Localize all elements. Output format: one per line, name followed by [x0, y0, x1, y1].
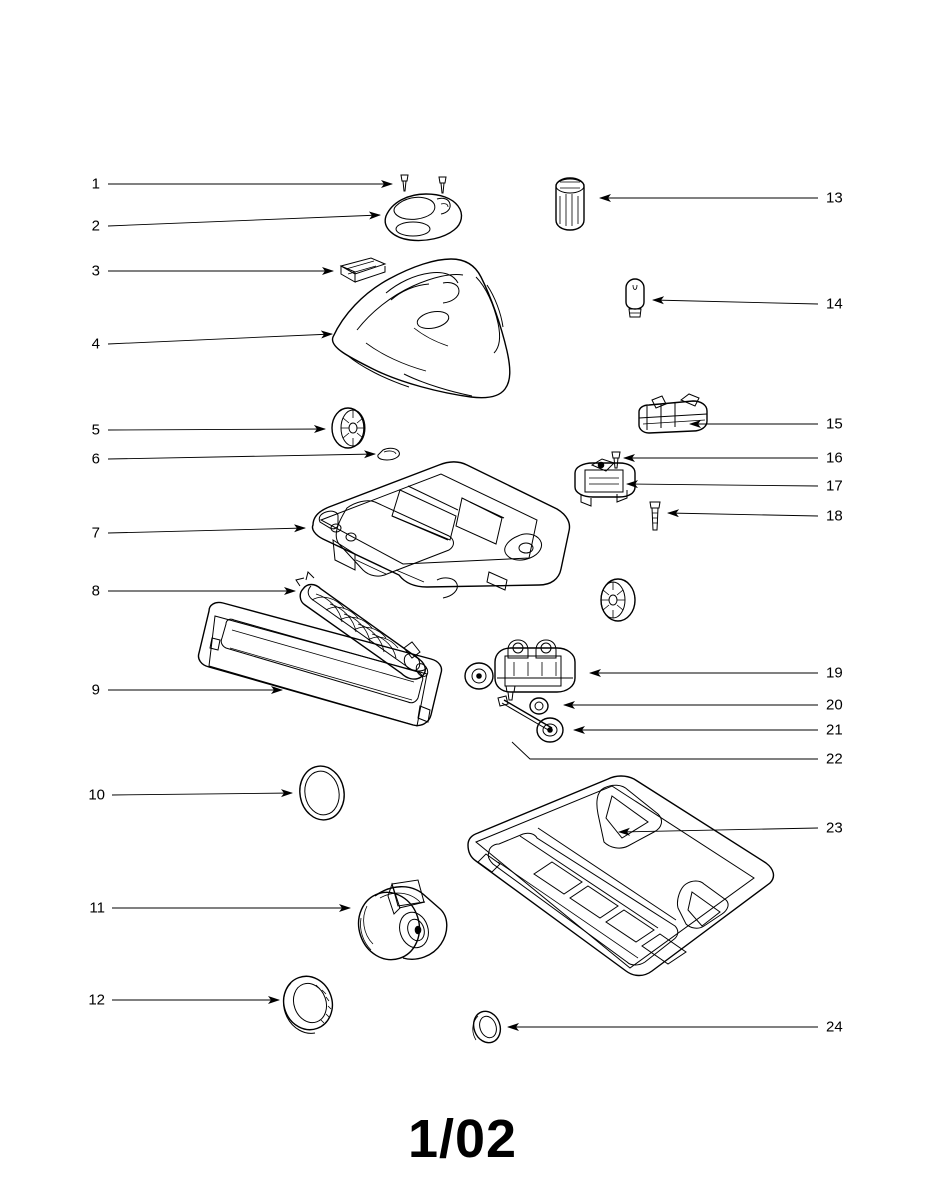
callout-number-2: 2 — [91, 217, 100, 235]
leader-lines-left — [108, 184, 392, 1000]
callout-number-21: 21 — [826, 721, 843, 739]
callout-number-16: 16 — [826, 449, 843, 467]
callout-number-10: 10 — [88, 786, 105, 804]
callout-number-8: 8 — [91, 582, 100, 600]
part-17-switch-housing — [575, 459, 635, 506]
callout-number-4: 4 — [91, 335, 100, 353]
part-3-cover-pad — [341, 258, 385, 282]
part-7-nozzle-base — [312, 462, 569, 598]
part-13-filter-cap — [556, 178, 584, 230]
callout-number-15: 15 — [826, 415, 843, 433]
part-14-light-bulb — [626, 279, 644, 317]
part-16-screw — [612, 452, 620, 468]
leader-lines-right — [508, 198, 818, 1027]
callout-number-5: 5 — [91, 421, 100, 439]
part-24-small-seal — [469, 1008, 504, 1047]
callout-number-22: 22 — [826, 750, 843, 768]
part-20-screw — [506, 686, 515, 700]
part-18-long-screw — [650, 502, 660, 530]
part-10-belt — [296, 763, 349, 824]
callout-number-7: 7 — [91, 524, 100, 542]
part-wheel-right — [601, 579, 635, 621]
callout-number-20: 20 — [826, 696, 843, 714]
callout-number-1: 1 — [91, 175, 100, 193]
part-8-brush-roll — [296, 572, 430, 679]
page-number: 1/02 — [407, 1109, 518, 1169]
callout-number-18: 18 — [826, 507, 843, 525]
part-6-axle-pin — [378, 448, 400, 460]
callout-number-6: 6 — [91, 450, 100, 468]
callout-number-23: 23 — [826, 819, 843, 837]
callout-number-12: 12 — [88, 991, 105, 1009]
callout-number-3: 3 — [91, 262, 100, 280]
part-23-bottom-plate — [468, 776, 773, 976]
part-21-axle-wheels — [498, 696, 563, 742]
callout-number-13: 13 — [826, 189, 843, 207]
callout-number-24: 24 — [826, 1018, 843, 1036]
callout-number-19: 19 — [826, 664, 843, 682]
callout-number-14: 14 — [826, 295, 843, 313]
callout-number-11: 11 — [89, 899, 105, 917]
part-5-wheel — [332, 408, 365, 448]
part-1-screws — [401, 175, 446, 193]
callout-number-17: 17 — [826, 477, 843, 495]
part-15-switch-bracket — [639, 394, 707, 433]
callout-number-9: 9 — [91, 681, 100, 699]
part-19-height-adjuster — [465, 640, 575, 692]
part-4-hood — [332, 259, 509, 398]
part-11-motor — [350, 880, 447, 968]
part-2-hood-insert — [385, 194, 461, 241]
part-12-motor-seal — [276, 969, 340, 1036]
